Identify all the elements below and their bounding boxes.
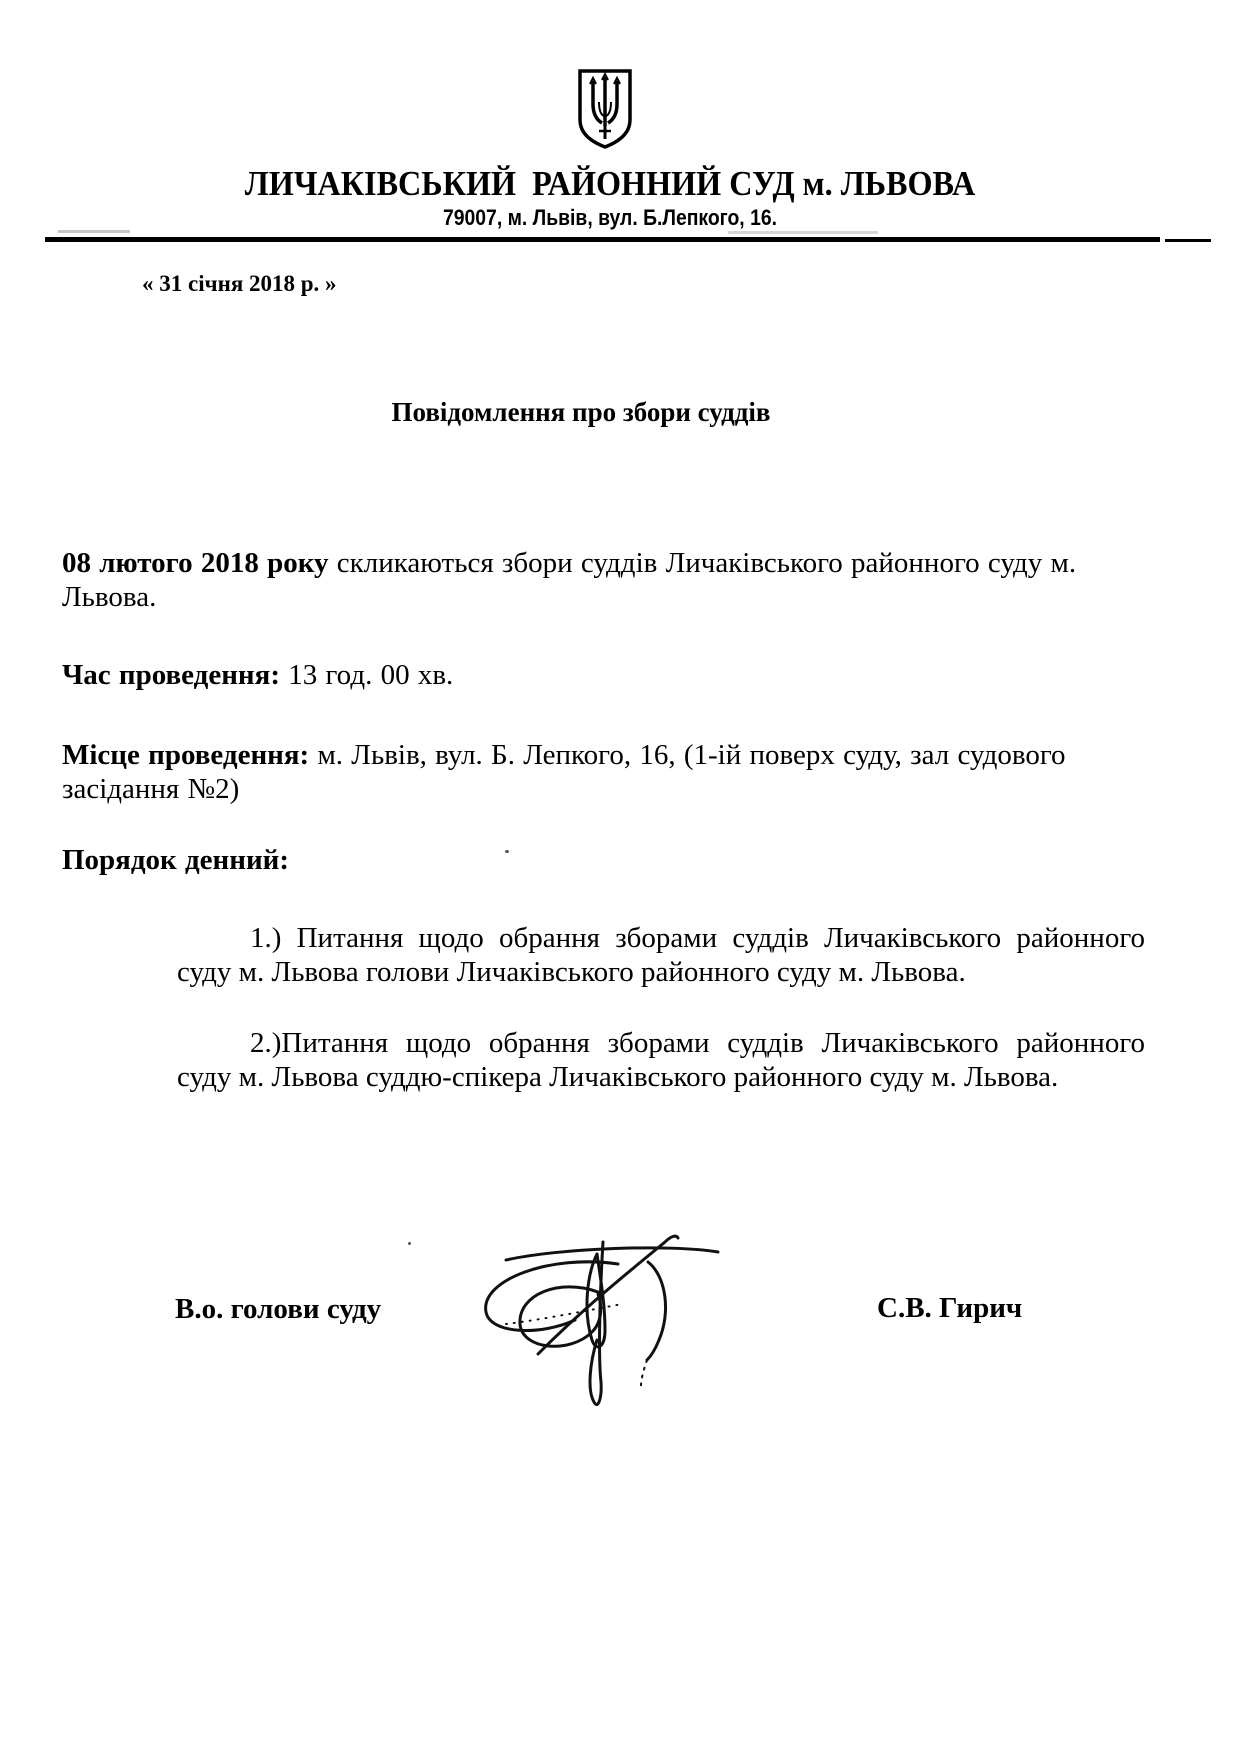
announcement-text: скликаються збори суддів Личаківського районного суду м. bbox=[328, 547, 1077, 579]
document-date: « 31 січня 2018 р. » bbox=[142, 271, 337, 296]
time-label: Час проведення: bbox=[62, 659, 280, 691]
scan-artifact bbox=[58, 230, 130, 233]
place-label: Місце проведення: bbox=[62, 739, 310, 771]
scan-artifact bbox=[728, 231, 878, 234]
document-title: Повідомлення про збори суддів bbox=[391, 397, 771, 427]
announcement-line-2: Львова. bbox=[62, 581, 157, 613]
court-name: ЛИЧАКІВСЬКИЙ РАЙОННИЙ СУД м. ЛЬВОВА bbox=[244, 164, 976, 203]
meeting-time-line bbox=[62, 658, 1222, 692]
announcement-date-bold: 08 лютого 2018 року bbox=[62, 547, 329, 579]
agenda-item-1-line-1: 1.) Питання щодо обрання зборами суддів Личаківського районного bbox=[250, 922, 1145, 954]
place-value: м. Львів, вул. Б. Лепкого, 16, (1-ій поверх суду, зал судового bbox=[309, 739, 1066, 771]
announcement-line-1 bbox=[62, 546, 1222, 580]
ukraine-trident-emblem-icon bbox=[576, 68, 634, 150]
court-address: 79007, м. Львів, вул. Б.Лепкого, 16. bbox=[442, 205, 777, 230]
signatory-name: С.В. Гирич bbox=[877, 1292, 1023, 1324]
signatory-role: В.о. голови суду bbox=[175, 1293, 382, 1325]
time-value: 13 год. 00 хв. bbox=[279, 659, 454, 691]
scan-artifact bbox=[408, 1242, 411, 1245]
agenda-item-1-line-2: суду м. Львова голови Личаківського районного суду м. Львова. bbox=[177, 956, 966, 988]
agenda-item-2-line-1: 2.)Питання щодо обрання зборами суддів Личаківського районного bbox=[250, 1027, 1145, 1059]
header-divider-fragment bbox=[1165, 239, 1211, 242]
meeting-place-line-2: засідання №2) bbox=[62, 773, 240, 805]
meeting-place-line-1 bbox=[62, 738, 1222, 772]
header-divider bbox=[45, 237, 1160, 242]
agenda-item-2-line-2: суду м. Львова суддю-спікера Личаківського районного суду м. Львова. bbox=[177, 1061, 1059, 1093]
handwritten-signature-icon bbox=[470, 1232, 720, 1422]
agenda-heading: Порядок денний: bbox=[62, 844, 290, 876]
